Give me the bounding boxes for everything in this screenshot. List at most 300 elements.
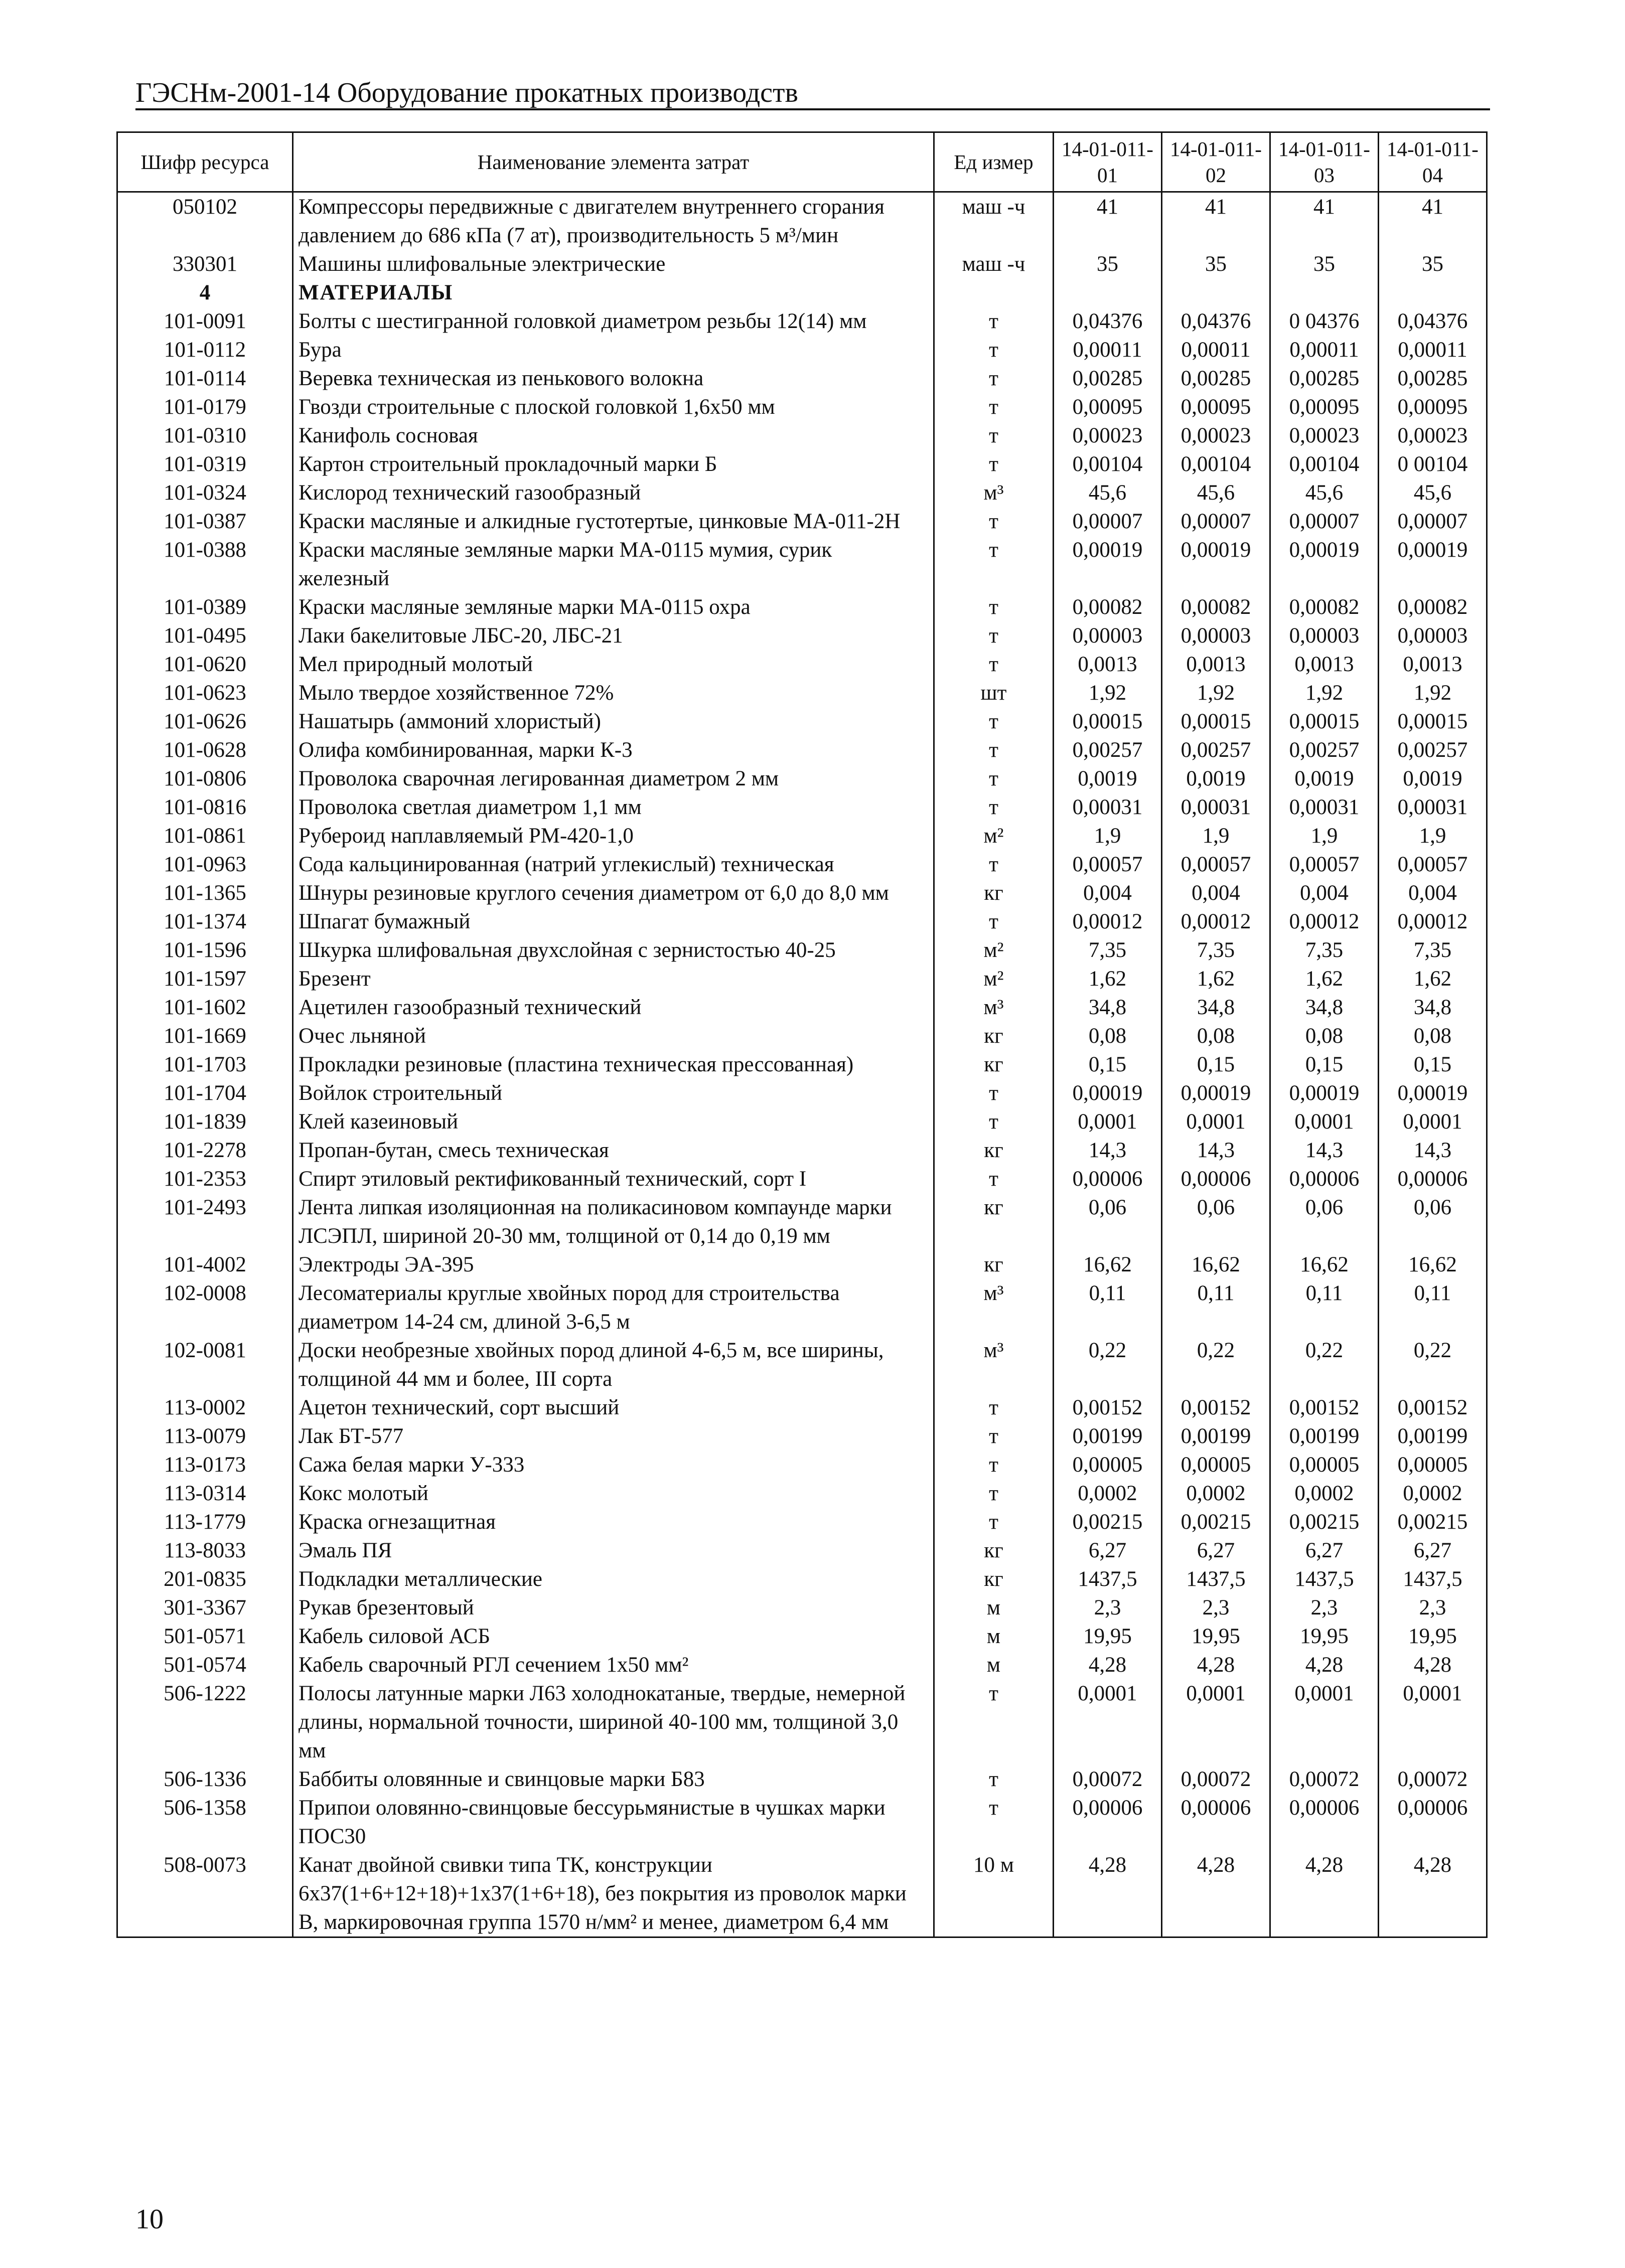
norm-02-cell: 1,62 (1162, 964, 1270, 993)
norm-01-cell: 19,95 (1054, 1622, 1162, 1651)
resource-code-cell: 113-0002 (117, 1393, 293, 1422)
table-row (117, 450, 1487, 478)
norm-01-cell: 1,62 (1054, 964, 1162, 993)
norm-02-cell: 41 (1162, 192, 1270, 250)
resource-code-cell: 102-0008 (117, 1279, 293, 1336)
table-row (117, 907, 1487, 936)
resource-name-cell: Канат двойной свивки типа ТК, конструкции 6х37(1+6+12+18)+1х37(1+6+18), без покрытия из проволок марки В, маркировочная группа 1570 н/мм² и менее, диаметром 6,4 мм (293, 1851, 934, 1937)
norm-02-cell: 16,62 (1162, 1250, 1270, 1279)
norm-04-cell: 41 (1379, 192, 1487, 250)
norm-04-cell: 0,00019 (1379, 536, 1487, 593)
resource-code-cell: 101-1839 (117, 1107, 293, 1136)
norm-02-cell: 0,00011 (1162, 336, 1270, 364)
resource-code-cell: 301-3367 (117, 1593, 293, 1622)
resource-code-cell: 501-0571 (117, 1622, 293, 1651)
resource-code-cell: 101-0861 (117, 822, 293, 850)
norm-03-cell: 0,00011 (1270, 336, 1379, 364)
col-header-name: Наименование элемента затрат (293, 132, 934, 192)
norm-04-cell: 0,00011 (1379, 336, 1487, 364)
norm-04-cell: 0,00031 (1379, 793, 1487, 822)
resource-name-cell: Очес льняной (293, 1022, 934, 1050)
resource-name-cell: Лесоматериалы круглые хвойных пород для строительства диаметром 14-24 см, длиной 3-6,5 м (293, 1279, 934, 1336)
resource-code-cell: 101-1602 (117, 993, 293, 1022)
norm-02-cell: 0,00006 (1162, 1165, 1270, 1193)
unit-cell: маш -ч (934, 250, 1054, 278)
table-row (117, 1622, 1487, 1651)
table-row (117, 192, 1487, 250)
norm-01-cell: 0,0019 (1054, 764, 1162, 793)
resource-name-cell: Баббиты оловянные и свинцовые марки Б83 (293, 1765, 934, 1794)
norm-03-cell: 34,8 (1270, 993, 1379, 1022)
table-row (117, 536, 1487, 593)
resource-code-cell: 101-0324 (117, 478, 293, 507)
resource-code-cell: 113-0314 (117, 1479, 293, 1508)
norm-03-cell: 0,00015 (1270, 707, 1379, 736)
resource-code-cell: 101-1596 (117, 936, 293, 964)
table-row (117, 1022, 1487, 1050)
norm-04-cell: 16,62 (1379, 1250, 1487, 1279)
resource-name-cell: Мел природный молотый (293, 650, 934, 679)
table-row (117, 336, 1487, 364)
table-row (117, 1336, 1487, 1393)
resource-code-cell: 101-0623 (117, 679, 293, 707)
unit-cell: кг (934, 1565, 1054, 1593)
norm-01-cell: 16,62 (1054, 1250, 1162, 1279)
unit-cell: маш -ч (934, 192, 1054, 250)
norm-02-cell: 0,00215 (1162, 1508, 1270, 1536)
resource-code-cell: 113-0079 (117, 1422, 293, 1450)
norm-01-cell: 1437,5 (1054, 1565, 1162, 1593)
table-row (117, 1050, 1487, 1079)
resource-name-cell: Полосы латунные марки Л63 холоднокатаные, твердые, немерной длины, нормальной точности, шириной 40-100 мм, толщиной 3,0 мм (293, 1679, 934, 1765)
section-row (117, 278, 1487, 307)
resource-code-cell: 501-0574 (117, 1651, 293, 1679)
norm-03-cell: 0,00023 (1270, 421, 1379, 450)
unit-cell: т (934, 1393, 1054, 1422)
norm-03-cell: 0,00031 (1270, 793, 1379, 822)
norm-03-cell: 1,62 (1270, 964, 1379, 993)
norm-03-cell: 0,15 (1270, 1050, 1379, 1079)
norm-01-cell: 4,28 (1054, 1651, 1162, 1679)
resource-code-cell: 506-1222 (117, 1679, 293, 1765)
unit-cell: кг (934, 1250, 1054, 1279)
norm-01-cell: 0,00257 (1054, 736, 1162, 764)
norm-02-cell: 0,00023 (1162, 421, 1270, 450)
norm-01-cell: 34,8 (1054, 993, 1162, 1022)
col-header-norm-01: 14-01-011-01 (1054, 132, 1162, 192)
resource-name-cell: Лаки бакелитовые ЛБС-20, ЛБС-21 (293, 621, 934, 650)
resource-name-cell: Ацетон технический, сорт высший (293, 1393, 934, 1422)
norm-01-cell: 0,15 (1054, 1050, 1162, 1079)
norm-03-cell: 0,00019 (1270, 536, 1379, 593)
table-row (117, 421, 1487, 450)
norm-01-cell: 0,00215 (1054, 1508, 1162, 1536)
table-row (117, 1136, 1487, 1165)
unit-cell: м (934, 1651, 1054, 1679)
resource-code-cell: 113-8033 (117, 1536, 293, 1565)
norm-04-cell: 0,00023 (1379, 421, 1487, 450)
resource-code-cell: 101-0389 (117, 593, 293, 621)
table-row (117, 1479, 1487, 1508)
page-number: 10 (135, 2204, 164, 2235)
norm-02-cell: 1,9 (1162, 822, 1270, 850)
resource-name-cell: Нашатырь (аммоний хлористый) (293, 707, 934, 736)
norm-02-cell: 0,00007 (1162, 507, 1270, 536)
unit-cell: т (934, 307, 1054, 336)
unit-cell: т (934, 336, 1054, 364)
norm-03-cell: 1437,5 (1270, 1565, 1379, 1593)
norm-02-cell: 0,00015 (1162, 707, 1270, 736)
resource-name-cell: Клей казеиновый (293, 1107, 934, 1136)
norm-01-cell: 0,00072 (1054, 1765, 1162, 1794)
resource-code-cell: 101-0387 (117, 507, 293, 536)
norm-03-cell: 0,00057 (1270, 850, 1379, 879)
resource-name-cell: Краски масляные и алкидные густотертые, цинковые МА-011-2Н (293, 507, 934, 536)
norm-03-cell: 6,27 (1270, 1536, 1379, 1565)
norm-01-cell: 0,00104 (1054, 450, 1162, 478)
unit-cell: т (934, 650, 1054, 679)
norm-03-cell: 0,00005 (1270, 1450, 1379, 1479)
resource-code-cell: 506-1358 (117, 1794, 293, 1851)
table-row (117, 1422, 1487, 1450)
table-body (117, 192, 1487, 1937)
unit-cell: т (934, 507, 1054, 536)
resource-code-cell: 101-1704 (117, 1079, 293, 1107)
col-header-norm-04: 14-01-011-04 (1379, 132, 1487, 192)
norm-02-cell: 0,0002 (1162, 1479, 1270, 1508)
norm-04-cell: 0,0001 (1379, 1679, 1487, 1765)
norm-01-cell: 0,004 (1054, 879, 1162, 907)
norm-01-cell: 7,35 (1054, 936, 1162, 964)
resource-code-cell: 101-0388 (117, 536, 293, 593)
norm-03-cell: 0,00012 (1270, 907, 1379, 936)
norm-03-cell: 41 (1270, 192, 1379, 250)
norm-01-cell: 0,00199 (1054, 1422, 1162, 1450)
norm-02-cell: 0,00005 (1162, 1450, 1270, 1479)
unit-cell: м³ (934, 993, 1054, 1022)
norm-03-cell: 0,22 (1270, 1336, 1379, 1393)
norm-01-cell: 0,08 (1054, 1022, 1162, 1050)
norm-02-cell: 0,00003 (1162, 621, 1270, 650)
resource-name-cell: Краска огнезащитная (293, 1508, 934, 1536)
unit-cell: т (934, 907, 1054, 936)
resource-code-cell: 101-0310 (117, 421, 293, 450)
resource-name-cell: Кабель силовой АСБ (293, 1622, 934, 1651)
table-row (117, 307, 1487, 336)
norm-04-cell: 0,00019 (1379, 1079, 1487, 1107)
unit-cell: м² (934, 964, 1054, 993)
resource-code-cell: 330301 (117, 250, 293, 278)
norm-01-cell: 0,06 (1054, 1193, 1162, 1250)
resource-code-cell: 101-0495 (117, 621, 293, 650)
norm-03-cell: 0,00095 (1270, 393, 1379, 421)
unit-cell: т (934, 593, 1054, 621)
norm-03-cell: 1,92 (1270, 679, 1379, 707)
resource-name-cell: Гвозди строительные с плоской головкой 1,6х50 мм (293, 393, 934, 421)
resource-name-cell: Эмаль ПЯ (293, 1536, 934, 1565)
norm-01-cell: 41 (1054, 192, 1162, 250)
norm-03-cell: 0,08 (1270, 1022, 1379, 1050)
norm-04-cell: 0,00006 (1379, 1165, 1487, 1193)
resource-name-cell: Мыло твердое хозяйственное 72% (293, 679, 934, 707)
norm-04-cell: 0,00012 (1379, 907, 1487, 936)
norm-03-cell: 14,3 (1270, 1136, 1379, 1165)
resource-code-cell: 101-0114 (117, 364, 293, 393)
unit-cell: м³ (934, 1279, 1054, 1336)
unit-cell: т (934, 1794, 1054, 1851)
norm-02-cell: 0,0001 (1162, 1107, 1270, 1136)
norm-01-cell: 35 (1054, 250, 1162, 278)
norm-04-cell: 34,8 (1379, 993, 1487, 1022)
unit-cell: т (934, 1508, 1054, 1536)
unit-cell: кг (934, 1193, 1054, 1250)
resource-name-cell: Шкурка шлифовальная двухслойная с зернистостью 40-25 (293, 936, 934, 964)
resource-name-cell: Кабель сварочный РГЛ сечением 1х50 мм² (293, 1651, 934, 1679)
norm-03-cell: 0,00003 (1270, 621, 1379, 650)
norm-03-cell: 16,62 (1270, 1250, 1379, 1279)
norm-02-cell: 0,00019 (1162, 536, 1270, 593)
resource-code-cell: 4 (117, 278, 293, 307)
table-row (117, 936, 1487, 964)
norm-02-cell: 0,06 (1162, 1193, 1270, 1250)
norm-01-cell: 0,00285 (1054, 364, 1162, 393)
norm-04-cell: 19,95 (1379, 1622, 1487, 1651)
norm-02-cell: 0,00082 (1162, 593, 1270, 621)
norm-04-cell: 45,6 (1379, 478, 1487, 507)
unit-cell: кг (934, 879, 1054, 907)
norm-01-cell: 0,00095 (1054, 393, 1162, 421)
norm-03-cell: 0,004 (1270, 879, 1379, 907)
resource-name-cell: Шпагат бумажный (293, 907, 934, 936)
unit-cell (934, 278, 1054, 307)
norm-01-cell (1054, 278, 1162, 307)
norm-04-cell: 7,35 (1379, 936, 1487, 964)
resource-name-cell: Электроды ЭА-395 (293, 1250, 934, 1279)
norm-03-cell: 0,00152 (1270, 1393, 1379, 1422)
resource-name-cell: Краски масляные земляные марки МА-0115 мумия, сурик железный (293, 536, 934, 593)
norm-04-cell: 0,0019 (1379, 764, 1487, 793)
table-row (117, 736, 1487, 764)
resource-name-cell: Кокс молотый (293, 1479, 934, 1508)
norm-02-cell: 19,95 (1162, 1622, 1270, 1651)
unit-cell: т (934, 707, 1054, 736)
resource-name-cell: Картон строительный прокладочный марки Б (293, 450, 934, 478)
unit-cell: м (934, 1622, 1054, 1651)
norm-04-cell: 1,92 (1379, 679, 1487, 707)
norm-01-cell: 0,0002 (1054, 1479, 1162, 1508)
resource-name-cell: Олифа комбинированная, марки К-3 (293, 736, 934, 764)
norm-02-cell: 34,8 (1162, 993, 1270, 1022)
unit-cell: т (934, 1422, 1054, 1450)
norm-04-cell: 0,11 (1379, 1279, 1487, 1336)
norm-01-cell: 0,22 (1054, 1336, 1162, 1393)
resource-table (116, 131, 1488, 1938)
norm-01-cell: 1,92 (1054, 679, 1162, 707)
norm-04-cell: 0,06 (1379, 1193, 1487, 1250)
norm-02-cell: 0,00257 (1162, 736, 1270, 764)
resource-code-cell: 101-1703 (117, 1050, 293, 1079)
resource-code-cell: 101-0112 (117, 336, 293, 364)
resource-name-cell: Лента липкая изоляционная на поликасиновом компаунде марки ЛСЭПЛ, шириной 20-30 мм, толщиной от 0,14 до 0,19 мм (293, 1193, 934, 1250)
norm-04-cell: 0,0002 (1379, 1479, 1487, 1508)
norm-03-cell: 0,0001 (1270, 1679, 1379, 1765)
norm-03-cell: 2,3 (1270, 1593, 1379, 1622)
table-row (117, 879, 1487, 907)
unit-cell: т (934, 1107, 1054, 1136)
resource-name-cell: Веревка техническая из пенькового волокна (293, 364, 934, 393)
norm-01-cell: 0,00023 (1054, 421, 1162, 450)
norm-01-cell: 0,00082 (1054, 593, 1162, 621)
norm-01-cell: 0,00057 (1054, 850, 1162, 879)
norm-03-cell: 0,00072 (1270, 1765, 1379, 1794)
resource-code-cell: 506-1336 (117, 1765, 293, 1794)
norm-03-cell: 0,00007 (1270, 507, 1379, 536)
norm-03-cell: 0,00006 (1270, 1794, 1379, 1851)
resource-code-cell: 101-0628 (117, 736, 293, 764)
norm-04-cell: 1,9 (1379, 822, 1487, 850)
table-row (117, 1193, 1487, 1250)
resource-name-cell: Машины шлифовальные электрические (293, 250, 934, 278)
norm-01-cell: 0,00003 (1054, 621, 1162, 650)
unit-cell: т (934, 1450, 1054, 1479)
norm-04-cell: 1,62 (1379, 964, 1487, 993)
resource-code-cell: 508-0073 (117, 1851, 293, 1937)
norm-03-cell: 0,00082 (1270, 593, 1379, 621)
table-row (117, 964, 1487, 993)
norm-04-cell: 0,00007 (1379, 507, 1487, 536)
norm-01-cell: 0,00007 (1054, 507, 1162, 536)
norm-03-cell: 4,28 (1270, 1851, 1379, 1937)
norm-02-cell: 0,22 (1162, 1336, 1270, 1393)
norm-02-cell: 2,3 (1162, 1593, 1270, 1622)
resource-code-cell: 101-0319 (117, 450, 293, 478)
norm-01-cell: 14,3 (1054, 1136, 1162, 1165)
resource-name-cell: Лак БТ-577 (293, 1422, 934, 1450)
norm-02-cell: 0,0001 (1162, 1679, 1270, 1765)
resource-name-cell: Сода кальцинированная (натрий углекислый) техническая (293, 850, 934, 879)
norm-01-cell: 0,00152 (1054, 1393, 1162, 1422)
resource-code-cell: 101-0816 (117, 793, 293, 822)
norm-02-cell: 4,28 (1162, 1851, 1270, 1937)
norm-03-cell: 0,11 (1270, 1279, 1379, 1336)
col-header-norm-02: 14-01-011-02 (1162, 132, 1270, 192)
table-row (117, 1107, 1487, 1136)
norm-01-cell: 0,0001 (1054, 1107, 1162, 1136)
page-header-title: ГЭСНм-2001-14 Оборудование прокатных производств (135, 77, 798, 108)
resource-name-cell: Бура (293, 336, 934, 364)
table-row (117, 593, 1487, 621)
norm-04-cell: 6,27 (1379, 1536, 1487, 1565)
norm-03-cell: 19,95 (1270, 1622, 1379, 1651)
norm-01-cell: 0,00011 (1054, 336, 1162, 364)
table-row (117, 822, 1487, 850)
norm-04-cell: 0,00285 (1379, 364, 1487, 393)
unit-cell: т (934, 793, 1054, 822)
norm-04-cell: 0,0001 (1379, 1107, 1487, 1136)
norm-04-cell: 0,00257 (1379, 736, 1487, 764)
resource-code-cell: 101-2493 (117, 1193, 293, 1250)
table-row (117, 1393, 1487, 1422)
resource-name-cell: Ацетилен газообразный технический (293, 993, 934, 1022)
unit-cell: т (934, 536, 1054, 593)
resource-name-cell: Подкладки металлические (293, 1565, 934, 1593)
resource-name-cell: Болты с шестигранной головкой диаметром резьбы 12(14) мм (293, 307, 934, 336)
resource-name-cell: МАТЕРИАЛЫ (293, 278, 934, 307)
table-row (117, 621, 1487, 650)
table-row (117, 650, 1487, 679)
resource-code-cell: 101-0620 (117, 650, 293, 679)
norm-03-cell: 45,6 (1270, 478, 1379, 507)
norm-04-cell: 0,00082 (1379, 593, 1487, 621)
norm-02-cell: 1,92 (1162, 679, 1270, 707)
norm-02-cell: 0,00012 (1162, 907, 1270, 936)
unit-cell: т (934, 1165, 1054, 1193)
norm-02-cell: 0,00006 (1162, 1794, 1270, 1851)
unit-cell: 10 м (934, 1851, 1054, 1937)
norm-02-cell: 0,0013 (1162, 650, 1270, 679)
resource-name-cell: Краски масляные земляные марки МА-0115 охра (293, 593, 934, 621)
norm-04-cell: 0 00104 (1379, 450, 1487, 478)
norm-04-cell: 0,04376 (1379, 307, 1487, 336)
norm-04-cell: 0,00003 (1379, 621, 1487, 650)
norm-02-cell: 14,3 (1162, 1136, 1270, 1165)
norm-02-cell: 0,00031 (1162, 793, 1270, 822)
unit-cell: шт (934, 679, 1054, 707)
norm-03-cell: 7,35 (1270, 936, 1379, 964)
resource-name-cell: Припои оловянно-свинцовые бессурьмянистые в чушках марки ПОС30 (293, 1794, 934, 1851)
norm-02-cell: 1437,5 (1162, 1565, 1270, 1593)
table-row (117, 764, 1487, 793)
resource-name-cell: Шнуры резиновые круглого сечения диаметром от 6,0 до 8,0 мм (293, 879, 934, 907)
unit-cell: кг (934, 1136, 1054, 1165)
norm-04-cell: 0,00015 (1379, 707, 1487, 736)
resource-code-cell: 101-0963 (117, 850, 293, 879)
table-row (117, 1679, 1487, 1765)
norm-03-cell: 0,06 (1270, 1193, 1379, 1250)
norm-02-cell (1162, 278, 1270, 307)
norm-01-cell: 0,0001 (1054, 1679, 1162, 1765)
norm-04-cell: 0,00199 (1379, 1422, 1487, 1450)
unit-cell: м³ (934, 1336, 1054, 1393)
norm-02-cell: 0,00095 (1162, 393, 1270, 421)
resource-code-cell: 101-1669 (117, 1022, 293, 1050)
resource-code-cell: 102-0081 (117, 1336, 293, 1393)
resource-name-cell: Проволока светлая диаметром 1,1 мм (293, 793, 934, 822)
table-row (117, 250, 1487, 278)
norm-01-cell: 0,11 (1054, 1279, 1162, 1336)
norm-03-cell: 0,0002 (1270, 1479, 1379, 1508)
table-row (117, 1279, 1487, 1336)
table-row (117, 393, 1487, 421)
norm-02-cell: 4,28 (1162, 1651, 1270, 1679)
norm-02-cell: 0,00104 (1162, 450, 1270, 478)
table-row (117, 1765, 1487, 1794)
norm-03-cell: 0,00019 (1270, 1079, 1379, 1107)
resource-code-cell: 101-1597 (117, 964, 293, 993)
table-row (117, 1250, 1487, 1279)
resource-code-cell: 101-4002 (117, 1250, 293, 1279)
unit-cell: т (934, 1679, 1054, 1765)
resource-code-cell: 101-0626 (117, 707, 293, 736)
unit-cell: кг (934, 1050, 1054, 1079)
resource-code-cell: 101-0091 (117, 307, 293, 336)
unit-cell: м² (934, 822, 1054, 850)
norm-04-cell: 0,00152 (1379, 1393, 1487, 1422)
norm-03-cell: 0,00006 (1270, 1165, 1379, 1193)
unit-cell: т (934, 1079, 1054, 1107)
norm-02-cell: 45,6 (1162, 478, 1270, 507)
norm-02-cell: 0,00072 (1162, 1765, 1270, 1794)
